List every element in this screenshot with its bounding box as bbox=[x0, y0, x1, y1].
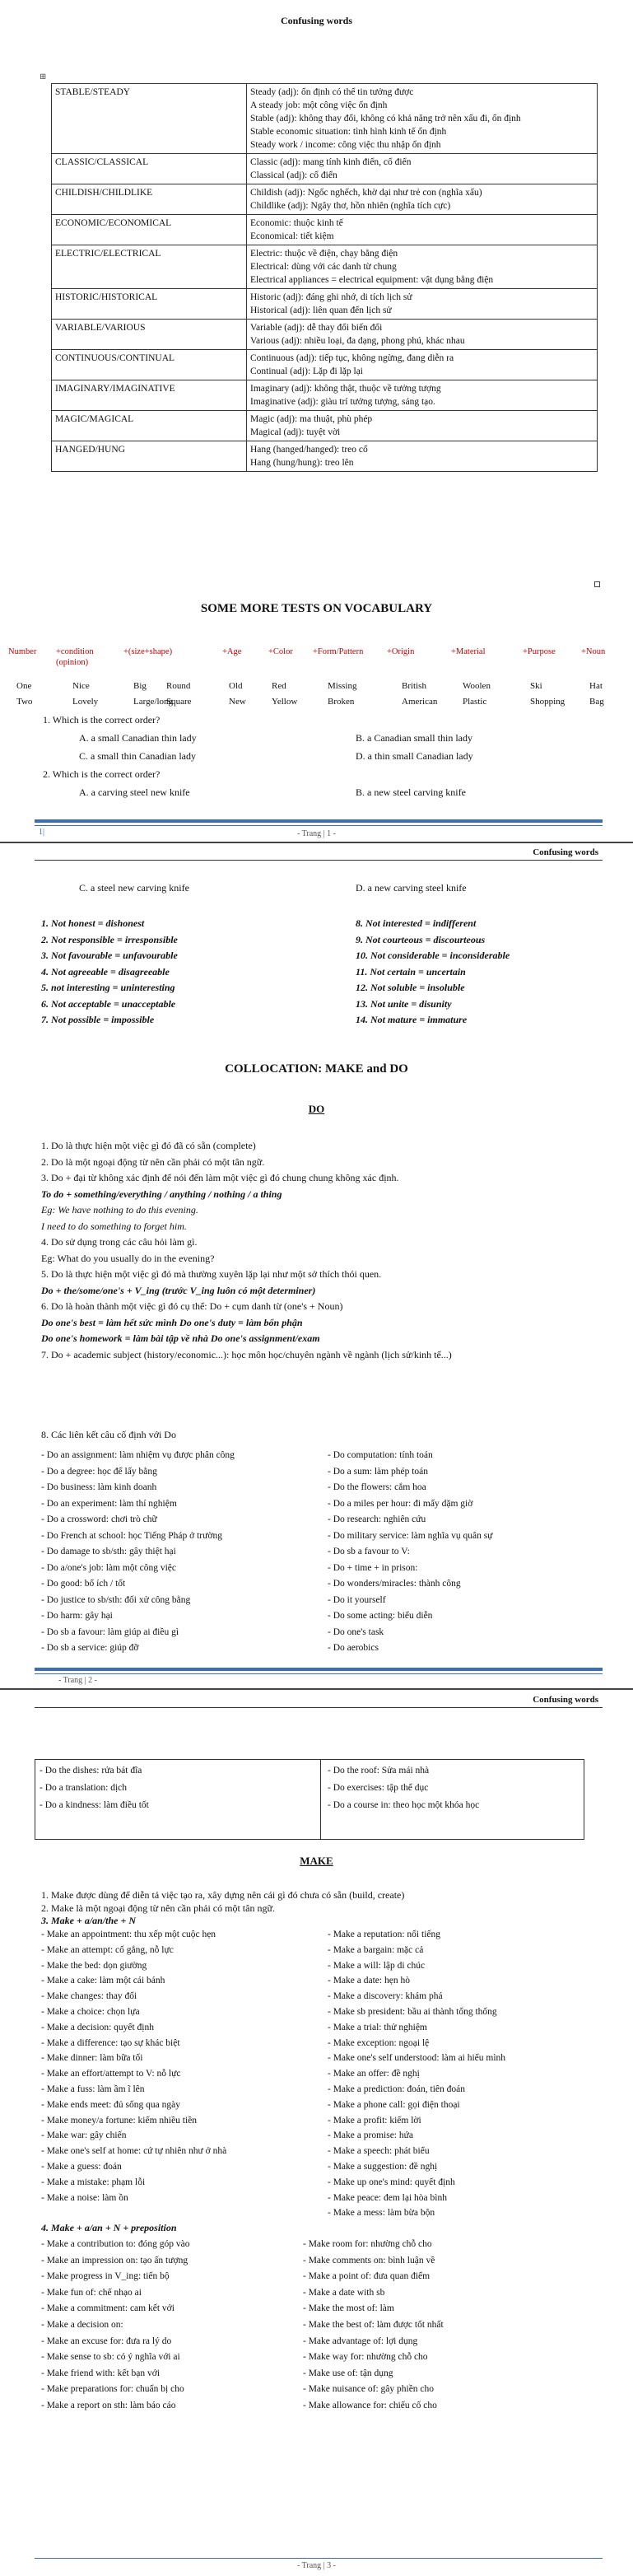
order-label bbox=[313, 646, 363, 657]
negative-pair: 6. Not acceptable = unacceptable bbox=[41, 997, 176, 1010]
list-item: - Do a crossword: chơi trò chữ bbox=[41, 1514, 157, 1524]
list-item: - Make the bed: dọn giường bbox=[41, 1960, 147, 1971]
definition-line: Electrical: dùng với các danh từ chung bbox=[250, 262, 397, 272]
list-item: - Do a sum: làm phép toán bbox=[328, 1466, 429, 1477]
list-item: - Make an excuse for: đưa ra lý do bbox=[41, 2336, 172, 2346]
list-item: - Make use of: tận dụng bbox=[303, 2368, 393, 2378]
q1-option-b: B. a Canadian small thin lady bbox=[356, 732, 472, 744]
list-item: - Make one's self understood: làm ai hiểu mình bbox=[328, 2053, 506, 2064]
list-item: - Do sb a favour to V: bbox=[328, 1547, 410, 1556]
list-item: - Do military service: làm nghĩa vụ quân sự bbox=[328, 1530, 493, 1541]
example-word: Yellow bbox=[272, 697, 298, 707]
do-rule-line: Do + the/some/one's + V_ing (trước V_ing luôn có một determiner) bbox=[41, 1284, 316, 1296]
q2-option-b: B. a new steel carving knife bbox=[356, 786, 466, 798]
definition-line: Hang (hanged/hanged): treo cổ bbox=[250, 445, 368, 455]
order-label bbox=[387, 646, 414, 657]
word-pair-cell: CONTINUOUS/CONTINUAL bbox=[52, 350, 247, 380]
list-item: - Make a choice: chọn lựa bbox=[41, 2006, 140, 2017]
order-label-line: +Material bbox=[451, 647, 486, 656]
definition-cell bbox=[247, 441, 598, 472]
definition-cell bbox=[247, 184, 598, 215]
negative-pair: 3. Not favourable = unfavourable bbox=[41, 950, 178, 961]
list-item: - Do a/one's job: làm một công việc bbox=[41, 1562, 176, 1573]
footer-rule-thin bbox=[35, 2558, 603, 2559]
list-item: - Make a commitment: cam kết với bbox=[41, 2303, 175, 2314]
list-item: - Make a contribution to: đóng góp vào bbox=[41, 2239, 190, 2249]
example-word: Lovely bbox=[72, 697, 99, 707]
example-word: One bbox=[16, 681, 32, 691]
q2-option-a: A. a carving steel new knife bbox=[79, 786, 190, 798]
make-rules bbox=[41, 1889, 609, 1928]
word-pair-cell: CHILDISH/CHILDLIKE bbox=[52, 184, 247, 215]
list-item: - Make preparations for: chuẩn bị cho bbox=[41, 2384, 184, 2395]
list-item: - Do an assignment: làm nhiệm vụ được phân công bbox=[41, 1450, 235, 1460]
do-rule-line: I need to do something to forget him. bbox=[41, 1220, 187, 1232]
negative-pair: 4. Not agreeable = disagreeable bbox=[41, 965, 170, 978]
list-item: - Do damage to sb/sth: gây thiệt hại bbox=[41, 1547, 176, 1556]
list-item: - Make dinner: làm bữa tối bbox=[41, 2053, 143, 2064]
list-item: - Make a decision on: bbox=[41, 2319, 123, 2330]
make-prep-right bbox=[303, 2237, 444, 2415]
order-label-line: (opinion) bbox=[56, 658, 89, 667]
order-label-line: +Noun bbox=[581, 647, 606, 656]
table-row bbox=[52, 350, 598, 380]
definition-line: Imaginative (adj): giàu trí tưởng tượng, sáng tạo. bbox=[250, 397, 435, 407]
list-item: - Do business: làm kinh doanh bbox=[41, 1482, 157, 1492]
negative-prefix-list-right bbox=[356, 916, 510, 1029]
example-word: Plastic bbox=[463, 697, 487, 707]
list-item: - Do exercises: tập thể dục bbox=[328, 1783, 429, 1793]
definition-cell bbox=[247, 245, 598, 289]
list-item: - Make the most of: làm bbox=[303, 2303, 394, 2314]
do-rule-line: 6. Do là hoàn thành một việc gì đó cụ thể: Do + cụm danh từ (one's + Noun) bbox=[41, 1300, 343, 1312]
order-label bbox=[123, 646, 172, 657]
list-item: - Make a date with sb bbox=[303, 2287, 385, 2298]
do-rules bbox=[41, 1138, 609, 1363]
list-item: - Do an experiment: làm thí nghiệm bbox=[41, 1498, 177, 1509]
definition-line: Historical (adj): liên quan đến lịch sử bbox=[250, 306, 392, 315]
page-break bbox=[0, 1688, 633, 1690]
table-anchor-icon: ⊞ bbox=[40, 72, 47, 82]
table-row bbox=[52, 215, 598, 245]
definition-line: Hang (hung/hung): treo lên bbox=[250, 458, 354, 468]
definition-cell bbox=[247, 411, 598, 441]
definition-line: Classic (adj): mang tính kinh điển, cổ điển bbox=[250, 157, 412, 167]
list-item: - Make a report on sth: làm báo cáo bbox=[41, 2400, 176, 2410]
list-item: - Make a reputation: nổi tiếng bbox=[328, 1930, 441, 1939]
list-item: - Do aerobics bbox=[328, 1643, 379, 1653]
order-label bbox=[523, 646, 556, 657]
list-item: - Make war: gây chiến bbox=[41, 2130, 127, 2141]
do-rule-line: To do + something/everything / anything / nothing / a thing bbox=[41, 1188, 282, 1200]
table-resize-handle[interactable] bbox=[594, 581, 600, 587]
order-label bbox=[581, 646, 605, 657]
q1-option-d: D. a thin small Canadian lady bbox=[356, 750, 473, 762]
list-item: - Make a decision: quyết định bbox=[41, 2022, 155, 2032]
definition-line: Steady (adj): ổn định có thể tin tưởng được bbox=[250, 87, 414, 97]
negative-pair: 7. Not possible = impossible bbox=[41, 1014, 155, 1025]
list-item: - Do justice to sb/sth: đối xử công bằng bbox=[41, 1594, 191, 1605]
negative-pair: 8. Not interested = indifferent bbox=[356, 917, 477, 929]
header-rule bbox=[35, 860, 603, 861]
list-item: - Make a guess: đoán bbox=[41, 2161, 122, 2172]
table-row bbox=[52, 154, 598, 184]
list-item: - Make a suggestion: đề nghị bbox=[328, 2161, 438, 2172]
list-item: - Make peace: đem lại hòa bình bbox=[328, 2192, 447, 2203]
do-box-left bbox=[40, 1762, 149, 1814]
order-label bbox=[56, 646, 94, 668]
example-word: American bbox=[402, 697, 438, 707]
q2-option-d: D. a new carving steel knife bbox=[356, 882, 467, 894]
negative-pair: 1. Not honest = dishonest bbox=[41, 917, 145, 929]
list-item: - Do the flowers: cắm hoa bbox=[328, 1482, 426, 1492]
footer-rule-thin bbox=[35, 1673, 603, 1674]
word-pair-cell: HANGED/HUNG bbox=[52, 441, 247, 472]
negative-prefix-list-left bbox=[41, 916, 178, 1029]
order-label-line: +Purpose bbox=[523, 647, 556, 656]
do-title: DO bbox=[308, 1103, 325, 1115]
example-word: Large/long bbox=[133, 697, 174, 707]
list-item: - Make progress in V_ing: tiến bộ bbox=[41, 2271, 170, 2282]
definition-cell bbox=[247, 380, 598, 411]
list-item: - Make a fuss: làm ầm ĩ lên bbox=[41, 2084, 145, 2094]
table-row bbox=[52, 320, 598, 350]
list-item: - Make a phone call: gọi điện thoại bbox=[328, 2099, 460, 2110]
example-word: Old bbox=[229, 681, 243, 691]
example-word: Woolen bbox=[463, 681, 491, 691]
list-item: - Make nuisance of: gây phiền cho bbox=[303, 2384, 435, 2395]
list-item: - Do research: nghiên cứu bbox=[328, 1514, 426, 1524]
do-rule-line: 7. Do + academic subject (history/economic...): học môn học/chuyên ngành về ngành (lịch sử/kinh tế...) bbox=[41, 1348, 452, 1360]
list-item: - Make changes: thay đổi bbox=[41, 1991, 137, 2002]
list-item: - Make a date: hẹn hò bbox=[328, 1976, 410, 1986]
do-rule-line: Do one's best = làm hết sức mình Do one's duty = làm bổn phận bbox=[41, 1316, 303, 1328]
page-break bbox=[0, 842, 633, 843]
page-number: - Trang | 3 - bbox=[296, 2561, 336, 2570]
list-item: - Make an appointment: thu xếp một cuộc hẹn bbox=[41, 1930, 216, 1939]
definition-cell bbox=[247, 84, 598, 154]
list-item: - Do harm: gây hại bbox=[41, 1611, 113, 1621]
q1-option-a: A. a small Canadian thin lady bbox=[79, 732, 197, 744]
definition-cell bbox=[247, 320, 598, 350]
example-word: Red bbox=[272, 681, 286, 691]
list-item: - Do the roof: Sửa mái nhà bbox=[328, 1766, 430, 1776]
do-rule-line: 4. Do sử dụng trong các câu hỏi làm gì. bbox=[41, 1236, 198, 1248]
list-item: - Make an offer: đề nghị bbox=[328, 2069, 420, 2079]
definition-line: Economical: tiết kiệm bbox=[250, 231, 334, 241]
example-word: New bbox=[229, 697, 246, 707]
definition-line: Magical (adj): tuyệt vời bbox=[250, 427, 341, 437]
word-pair-cell: MAGIC/MAGICAL bbox=[52, 411, 247, 441]
list-item: - Make fun of: chế nhạo ai bbox=[41, 2287, 142, 2298]
do-box-right bbox=[328, 1762, 479, 1814]
definition-cell bbox=[247, 154, 598, 184]
list-item: - Make ends meet: đủ sống qua ngày bbox=[41, 2099, 180, 2110]
question-2: 2. Which is the correct order? bbox=[43, 768, 161, 780]
example-word: Round bbox=[166, 681, 191, 691]
definition-line: Electric: thuộc về điện, chạy bằng điện bbox=[250, 249, 398, 259]
definition-line: Imaginary (adj): không thật, thuộc về tưởng tượng bbox=[250, 384, 441, 394]
collocation-title: COLLOCATION: MAKE and DO bbox=[225, 1062, 408, 1076]
list-item: - Do computation: tính toán bbox=[328, 1450, 433, 1460]
example-word: Nice bbox=[72, 681, 90, 691]
list-item: - Make the best of: làm được tốt nhất bbox=[303, 2319, 444, 2330]
list-item: - Make a trial: thử nghiệm bbox=[328, 2022, 427, 2032]
table-row bbox=[52, 411, 598, 441]
definition-line: Childish (adj): Ngốc nghếch, khờ dại như trẻ con (nghĩa xấu) bbox=[250, 188, 482, 198]
list-item: - Do a course in: theo học một khóa học bbox=[328, 1800, 480, 1810]
list-item: - Do wonders/miracles: thành công bbox=[328, 1579, 461, 1589]
definition-line: Various (adj): nhiều loại, đa dạng, phong phú, khác nhau bbox=[250, 336, 465, 346]
definition-cell bbox=[247, 289, 598, 320]
definition-line: Magic (adj): ma thuật, phù phép bbox=[250, 414, 373, 424]
negative-pair: 11. Not certain = uncertain bbox=[356, 965, 466, 978]
word-pair-cell: CLASSIC/CLASSICAL bbox=[52, 154, 247, 184]
example-word: Missing bbox=[328, 681, 357, 691]
list-item: - Make a cake: làm một cái bánh bbox=[41, 1976, 165, 1986]
word-pair-cell: VARIABLE/VARIOUS bbox=[52, 320, 247, 350]
definition-line: Electrical appliances = electrical equipment: vật dụng bằng điện bbox=[250, 275, 494, 285]
table-row bbox=[52, 441, 598, 472]
page-number: - Trang | 2 - bbox=[58, 1676, 97, 1685]
list-item: - Make one's self at home: cứ tự nhiên như ở nhà bbox=[41, 2146, 227, 2157]
list-item: - Make a promise: hứa bbox=[328, 2130, 413, 2141]
do-rule-line: 1. Do là thực hiện một việc gì đó đã có sẵn (complete) bbox=[41, 1140, 256, 1151]
order-label-line: +Origin bbox=[387, 647, 415, 656]
definition-line: Classical (adj): cổ điển bbox=[250, 170, 337, 180]
list-item: - Make an impression on: tạo ấn tượng bbox=[41, 2255, 189, 2266]
list-item: - Make a speech: phát biểu bbox=[328, 2146, 430, 2157]
page-number: - Trang | 1 - bbox=[296, 829, 336, 838]
list-item: - Make a difference: tạo sự khác biệt bbox=[41, 2037, 180, 2048]
list-item: - Do sb a favour: làm giúp ai điều gì bbox=[41, 1626, 179, 1637]
list-item: - Make a mistake: phạm lỗi bbox=[41, 2177, 146, 2187]
do-collocations-left bbox=[41, 1448, 235, 1657]
do-rule-line: 2. Do là một ngoại động từ nên cần phải có một tân ngữ. bbox=[41, 1155, 265, 1168]
q1-option-c: C. a small thin Canadian lady bbox=[79, 750, 196, 762]
list-item: - Make sense to sb: có ý nghĩa với ai bbox=[41, 2352, 180, 2363]
list-item: - Make a bargain: mặc cả bbox=[328, 1944, 424, 1955]
list-item: - Do French at school: học Tiếng Pháp ở trường bbox=[41, 1530, 222, 1541]
list-item: - Make sb president: bầu ai thành tổng thống bbox=[328, 2006, 497, 2017]
do-rule-line: Eg: We have nothing to do this evening. bbox=[41, 1204, 198, 1216]
definition-cell bbox=[247, 215, 598, 245]
do-rule-line: Eg: What do you usually do in the evening? bbox=[41, 1252, 215, 1264]
do-collocations-right bbox=[328, 1448, 492, 1657]
word-pair-cell: STABLE/STEADY bbox=[52, 84, 247, 154]
order-label-line: +Form/Pattern bbox=[313, 647, 364, 656]
table-row bbox=[52, 245, 598, 289]
list-item: - Make friend with: kết bạn với bbox=[41, 2368, 161, 2378]
table-row bbox=[52, 184, 598, 215]
list-item: - Make a prediction: đoán, tiên đoán bbox=[328, 2084, 466, 2094]
order-label-line: +condition bbox=[56, 647, 94, 656]
list-item: - Make advantage of: lợi dụng bbox=[303, 2336, 418, 2346]
make-prep-left bbox=[41, 2237, 189, 2415]
do-rule-line: Do one's homework = làm bài tập về nhà Do one's assignment/exam bbox=[41, 1332, 320, 1344]
list-item: - Make a profit: kiếm lời bbox=[328, 2115, 421, 2126]
definition-line: Variable (adj): dễ thay đổi biến đổi bbox=[250, 323, 383, 333]
list-item: - Make comments on: bình luận về bbox=[303, 2255, 435, 2266]
order-label-line: +Color bbox=[268, 647, 293, 656]
list-item: - Do good: bổ ích / tốt bbox=[41, 1579, 126, 1589]
list-item: - Do it yourself bbox=[328, 1594, 386, 1605]
list-item: - Do the dishes: rửa bát đĩa bbox=[40, 1766, 142, 1776]
example-word: Ski bbox=[530, 681, 542, 691]
definition-line: Continuous (adj): tiếp tục, không ngừng, đang diễn ra bbox=[250, 353, 454, 363]
list-item: - Make money/a fortune: kiếm nhiều tiền bbox=[41, 2115, 198, 2126]
list-item: - Make a discovery: khám phá bbox=[328, 1991, 443, 2002]
order-label bbox=[8, 646, 36, 657]
example-word: Square bbox=[166, 697, 192, 707]
make-rule-line: 2. Make là một ngoại động từ nên cần phải có một tân ngữ. bbox=[41, 1902, 275, 1914]
list-item: - Do some acting: biểu diễn bbox=[328, 1611, 433, 1621]
example-word: British bbox=[402, 681, 426, 691]
word-pair-cell: ELECTRIC/ELECTRICAL bbox=[52, 245, 247, 289]
make-rule-line: 1. Make được dùng để diễn tả việc tạo ra, xây dựng nên cái gì đó chưa có sẵn (build, create) bbox=[41, 1889, 405, 1901]
header-rule bbox=[35, 1707, 603, 1708]
list-item: - Make way for: nhường chỗ cho bbox=[303, 2352, 428, 2363]
word-pair-cell: IMAGINARY/IMAGINATIVE bbox=[52, 380, 247, 411]
do-rule-line: 3. Do + đại từ không xác định để nói đến làm một việc gì đó chung chung không xác định. bbox=[41, 1172, 399, 1183]
make-title: MAKE bbox=[300, 1855, 333, 1867]
box-divider bbox=[320, 1760, 321, 1839]
footer-rule-thin bbox=[35, 825, 603, 826]
q2-option-c: C. a steel new carving knife bbox=[79, 882, 189, 894]
definition-line: Economic: thuộc kinh tế bbox=[250, 218, 343, 228]
list-item: - Make a point of: đưa quan điểm bbox=[303, 2271, 431, 2282]
definition-line: Childlike (adj): Ngây thơ, hồn nhiên (nghĩa tích cực) bbox=[250, 201, 451, 211]
footer-rule bbox=[35, 819, 603, 823]
list-item: - Make allowance for: chiếu cố cho bbox=[303, 2400, 437, 2410]
confusing-words-table bbox=[51, 83, 598, 472]
section-title: SOME MORE TESTS ON VOCABULARY bbox=[200, 602, 433, 615]
order-label-line: +(size+shape) bbox=[123, 647, 173, 656]
example-word: Bag bbox=[589, 697, 604, 707]
definition-line: Stable economic situation: tình hình kinh tế ổn định bbox=[250, 127, 447, 137]
example-word: Hat bbox=[589, 681, 603, 691]
order-label bbox=[451, 646, 486, 657]
list-item: - Do a miles per hour: đi mấy dặm giờ bbox=[328, 1498, 473, 1509]
definition-line: Historic (adj): đáng ghi nhớ, di tích lịch sử bbox=[250, 292, 412, 302]
footer-rule bbox=[35, 1668, 603, 1671]
list-item: - Do a degree: học để lấy bằng bbox=[41, 1466, 157, 1477]
negative-pair: 9. Not courteous = discourteous bbox=[356, 933, 486, 945]
example-word: Big bbox=[133, 681, 147, 691]
list-item: - Make an effort/attempt to V: nỗ lực bbox=[41, 2069, 181, 2079]
do-list-title: 8. Các liên kết câu cố định với Do bbox=[41, 1429, 176, 1440]
word-pair-cell: ECONOMIC/ECONOMICAL bbox=[52, 215, 247, 245]
definition-cell bbox=[247, 350, 598, 380]
list-item: - Make a will: lập di chúc bbox=[328, 1960, 426, 1971]
order-label bbox=[268, 646, 293, 657]
table-row bbox=[52, 289, 598, 320]
page-title: Confusing words bbox=[280, 15, 353, 26]
negative-pair: 13. Not unite = disunity bbox=[356, 997, 452, 1010]
list-item: - Do one's task bbox=[328, 1626, 384, 1637]
footer-corner-mark: 1| bbox=[39, 828, 45, 837]
negative-pair: 5. not interesting = uninteresting bbox=[41, 982, 175, 993]
negative-pair: 2. Not responsible = irresponsible bbox=[41, 933, 178, 945]
do-rule-line: 5. Do là thực hiện một việc gì đó mà thường xuyên lặp lại như một sở thích thói quen. bbox=[41, 1268, 382, 1280]
list-item: - Make an attempt: cố gắng, nỗ lực bbox=[41, 1944, 174, 1955]
list-item: - Make room for: nhường chỗ cho bbox=[303, 2239, 432, 2249]
order-label-line: Number bbox=[8, 647, 37, 656]
table-row bbox=[52, 84, 598, 154]
make-collocations-left bbox=[41, 1927, 226, 2205]
list-item: - Do + time + in prison: bbox=[328, 1562, 418, 1573]
order-label-line: +Age bbox=[222, 647, 242, 656]
running-header: Confusing words bbox=[533, 847, 598, 857]
running-header: Confusing words bbox=[533, 1695, 598, 1705]
list-item: - Do sb a service: giúp đỡ bbox=[41, 1643, 139, 1653]
make4-title: 4. Make + a/an + N + preposition bbox=[41, 2222, 177, 2233]
example-word: Two bbox=[16, 697, 33, 707]
definition-line: Steady work / income: công việc thu nhập ổn định bbox=[250, 140, 441, 150]
list-item: - Make exception: ngoại lệ bbox=[328, 2037, 430, 2048]
table-row bbox=[52, 380, 598, 411]
negative-pair: 14. Not mature = immature bbox=[356, 1014, 468, 1025]
definition-line: Continual (adj): Lặp đi lặp lại bbox=[250, 366, 364, 376]
list-item: - Make a mess: làm bừa bộn bbox=[328, 2208, 435, 2219]
list-item: - Make a noise: làm ồn bbox=[41, 2192, 128, 2203]
order-label bbox=[222, 646, 241, 657]
negative-pair: 12. Not soluble = insoluble bbox=[356, 982, 465, 993]
list-item: - Do a translation: dịch bbox=[40, 1783, 128, 1793]
make-rule-line: 3. Make + a/an/the + N bbox=[41, 1915, 137, 1926]
list-item: - Make up one's mind: quyết định bbox=[328, 2177, 455, 2187]
word-pair-cell: HISTORIC/HISTORICAL bbox=[52, 289, 247, 320]
example-word: Shopping bbox=[530, 697, 566, 707]
list-item: - Do a kindness: làm điều tốt bbox=[40, 1800, 149, 1810]
question-1: 1. Which is the correct order? bbox=[43, 714, 161, 726]
definition-line: A steady job: một công việc ổn định bbox=[250, 100, 388, 110]
definition-line: Stable (adj): không thay đổi, không có khả năng trở nên xấu đi, ổn định bbox=[250, 114, 521, 124]
example-word: Broken bbox=[328, 697, 355, 707]
negative-pair: 10. Not considerable = inconsiderable bbox=[356, 950, 510, 961]
make-collocations-right bbox=[328, 1927, 505, 2221]
